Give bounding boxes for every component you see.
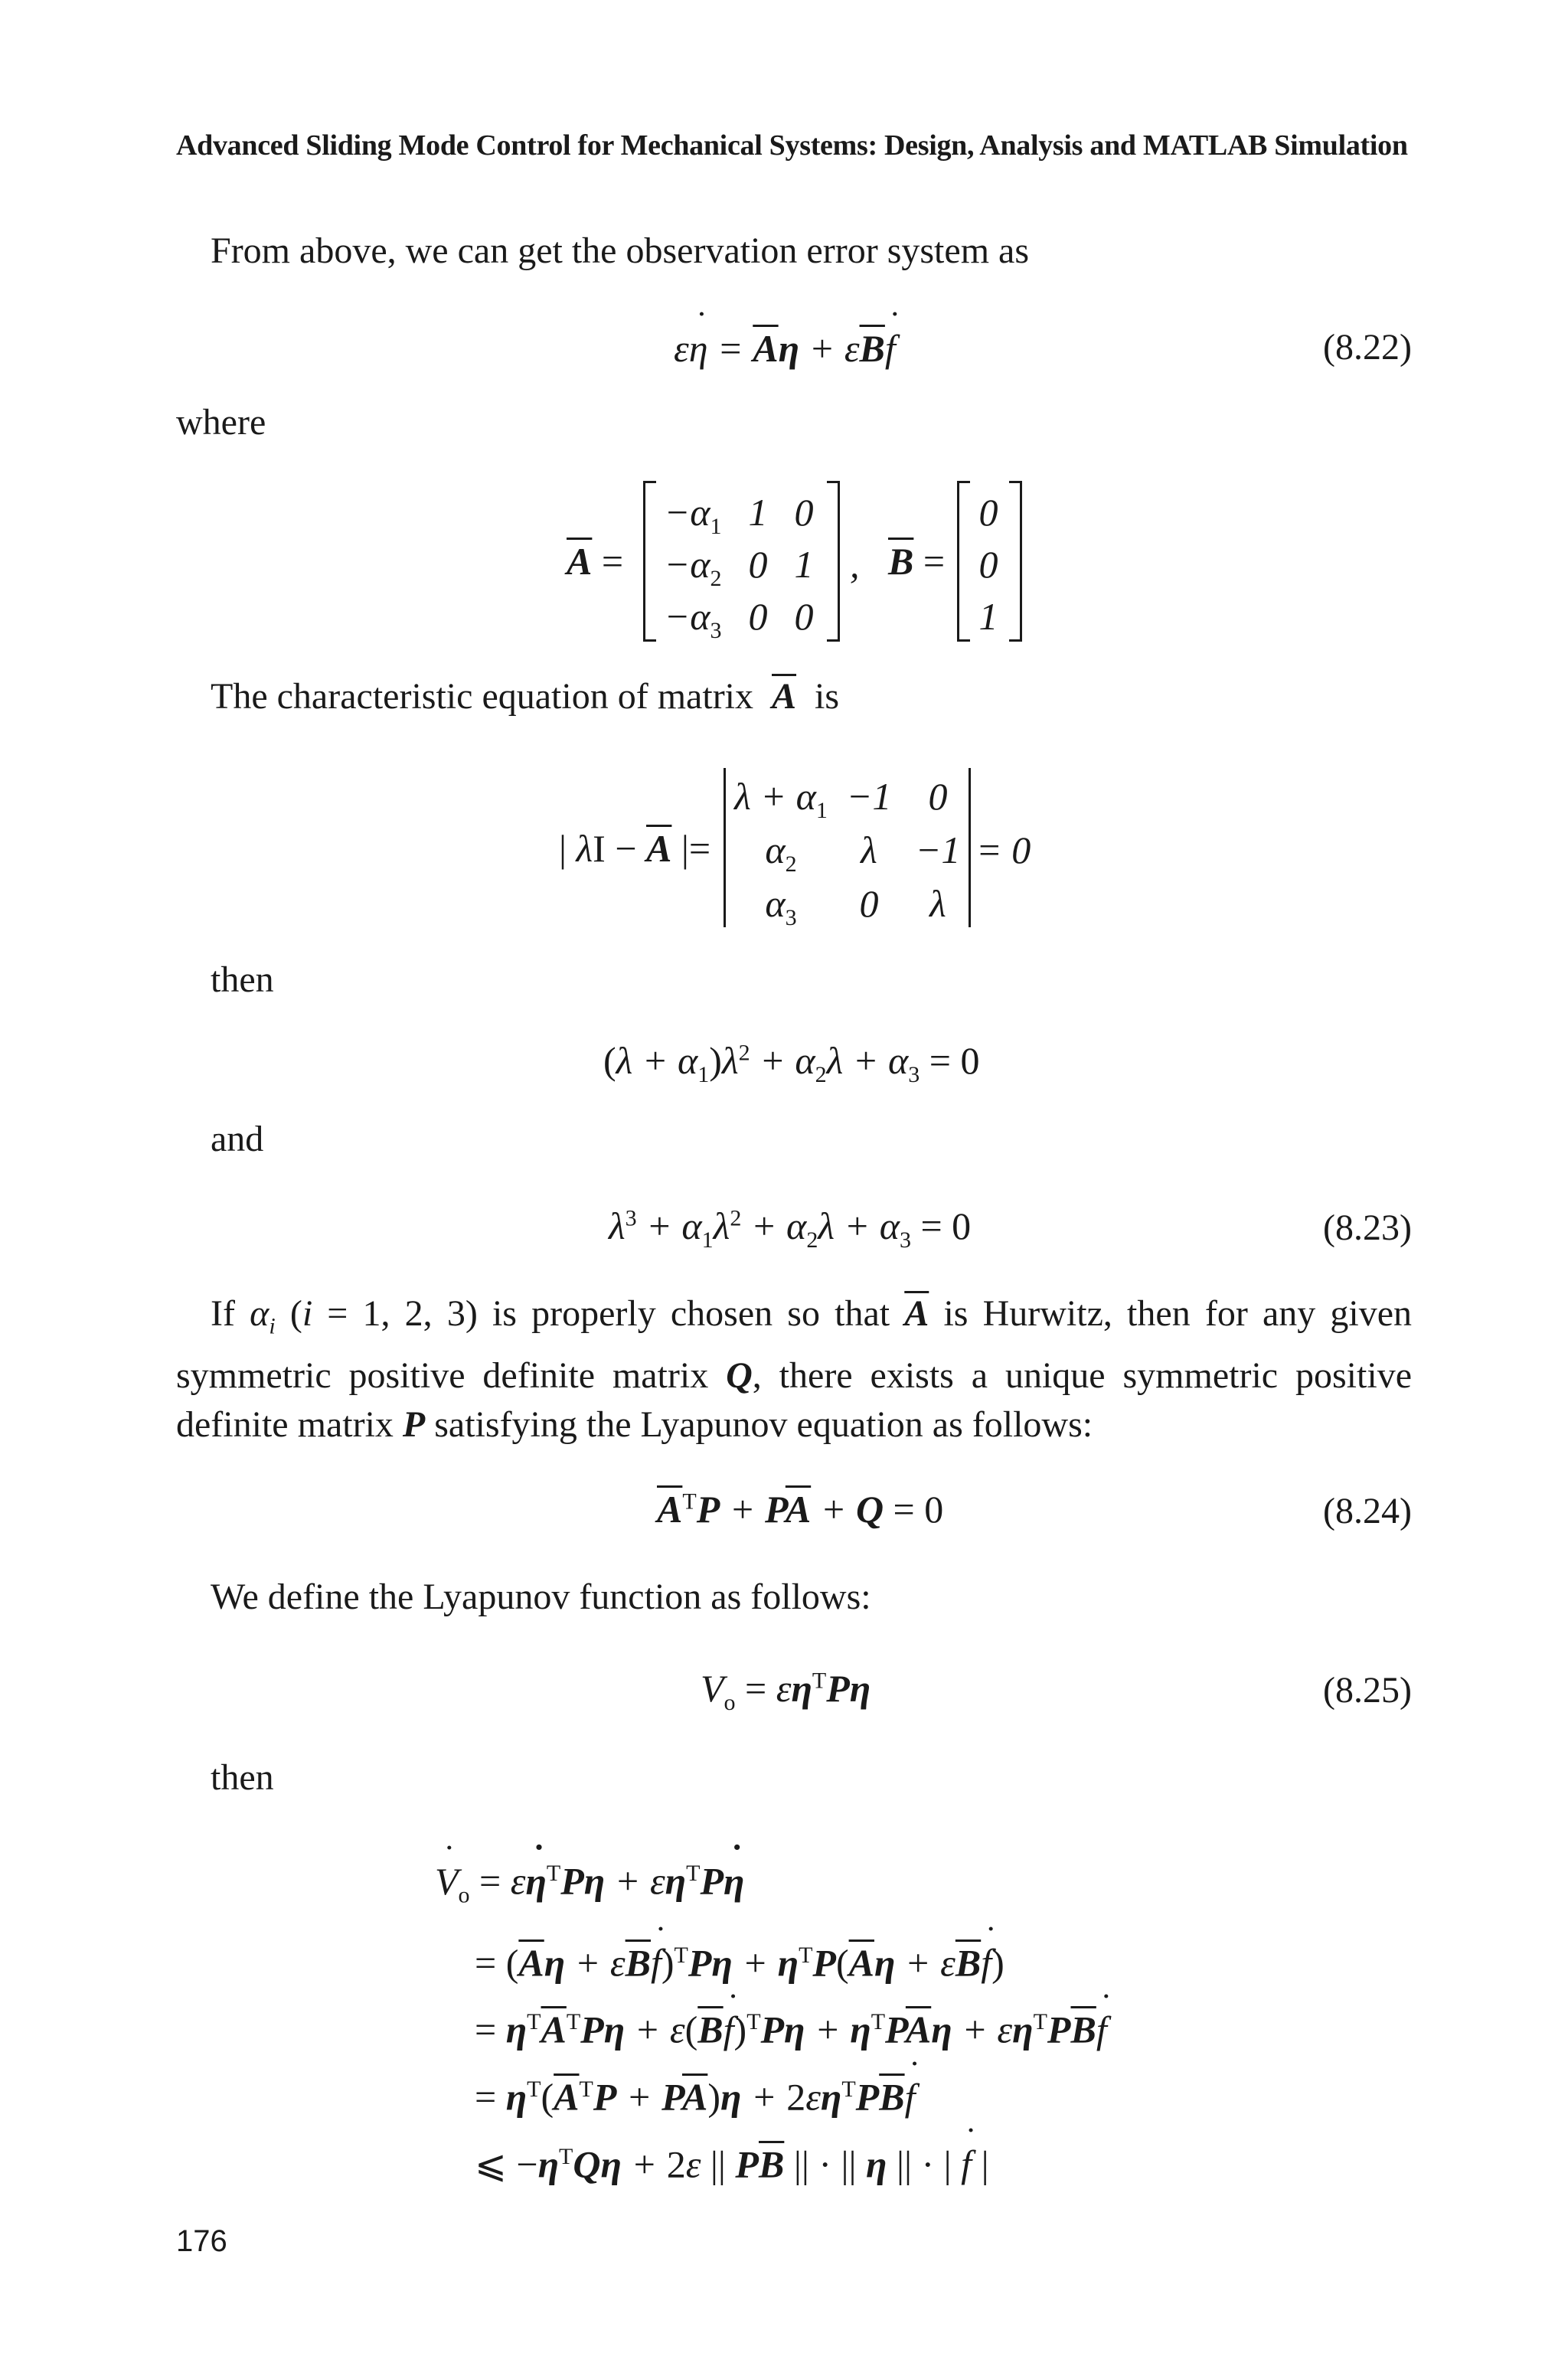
det-cell-31: $\alpha_3$ [765,882,797,930]
word-and: and [211,1119,264,1159]
derivation-line-4: = $\eta^T(\overline{A}^TP + P\overline{A})\eta + 2\varepsilon\eta^TP\overline{B}f$ ˙ [435,2060,1107,2127]
B-cell-1: 0 [978,491,998,534]
derivation-line-1: V $˙_o = \varepsilon\eta$ ˙$^T$Pη + $\varepsilon\eta^TP\eta$ ˙ [435,1844,1107,1926]
A-cell-23: 1 [794,543,814,586]
paragraph-hurwitz: If $\alpha_i$ (i = 1, 2, 3) is properly chosen so that $\overline{A}$ is Hurwitz, then for any given symmetric positive definite matrix Q, there exists a unique symmetric positive definite matrix P satisfying the Lyapunov equation as follows: [176,1293,1413,1445]
det-cell-22: λ [861,828,877,871]
word-then-2: then [211,1757,274,1798]
A-cell-11: $-\alpha_1$ [664,491,722,539]
paragraph-lyapunov-def: We define the Lyapunov function as follows: [211,1577,871,1617]
equation-char-expanded: $(\lambda + \alpha_1)\lambda^2 + \alpha_2\lambda + \alpha_3 = 0$ [603,1039,980,1087]
derivation-lyapunov-derivative [435,1844,1107,2194]
equation-8-24: $\overline{A}^TP + P\overline{A} + Q = 0$ [657,1488,944,1531]
paragraph-characteristic: The characteristic equation of matrix $\overline{A}$ is [211,676,840,717]
equation-number-8-24: (8.24) [1323,1491,1412,1531]
equation-8-23: $\lambda^3 + \alpha_1\lambda^2 + \alpha_2\lambda + \alpha_3 = 0$ [609,1204,972,1253]
equation-8-22: εη ˙ = $\overline{A}\eta + \varepsilon\overline{B}f$ ˙ [674,326,896,371]
derivation-line-5: ⩽ $-\eta^TQ\eta + 2\varepsilon$ || $P\overline{B}$ || · || η || · | f ˙ | [435,2127,1107,2194]
equation-number-8-25: (8.25) [1323,1670,1412,1711]
word-then-1: then [211,959,274,1000]
det-cell-32: 0 [859,882,879,925]
A-cell-31: $-\alpha_3$ [664,595,722,643]
paragraph-observation-error: From above, we can get the observation error system as [211,230,1030,271]
A-cell-22: 0 [748,543,768,586]
A-cell-13: 0 [794,491,814,534]
derivation-line-2: = ($\overline{A}\eta + \varepsilon\overline{B}f$ ˙)$^T$Pη + $\eta^TP(\overline{A}\eta + \varepsilon\overline{B}f$ ˙) [435,1926,1107,1993]
B-cell-3: 1 [978,595,998,638]
B-cell-2: 0 [978,543,998,586]
characteristic-determinant: | $\lambda I - \overline{A}$ |= $\lambda + \alpha_1$ −1 0 $\alpha_2$ λ −1 $\alpha_3$ 0 λ = 0 [559,762,1034,938]
A-cell-12: 1 [748,491,768,534]
A-cell-33: 0 [794,595,814,638]
det-cell-21: $\alpha_2$ [765,828,797,877]
word-where: where [176,402,266,443]
det-cell-11: $\lambda + \alpha_1$ [734,775,828,823]
equation-number-8-23: (8.23) [1323,1207,1412,1248]
equation-number-8-22: (8.22) [1323,327,1412,368]
derivation-line-3: = $\eta^T\overline{A}^TP\eta + \varepsilon(\overline{B}f$ ˙)$^T$Pη + $\eta^TP\overline{A}\eta + \varepsilon\eta^TP\overline{B}f$ ˙ [435,1992,1107,2060]
det-cell-23: −1 [915,828,961,871]
A-cell-32: 0 [748,595,768,638]
running-header: Advanced Sliding Mode Control for Mechanical Systems: Design, Analysis and MATLAB Simulation [176,129,1408,162]
equation-8-25: $V_o = \varepsilon\eta^TP\eta$ [701,1667,871,1715]
det-cell-13: 0 [928,775,948,818]
det-cell-33: λ [929,882,946,925]
A-cell-21: $-\alpha_2$ [664,543,722,591]
page-number: 176 [176,2224,227,2258]
matrix-definitions: $\overline{A}$ = $-\alpha_1$ 1 0 $-\alpha_2$ 0 1 $-\alpha_3$ 0 0 , $\overline{B}$ = 0 0 1 [567,475,1026,651]
det-cell-12: −1 [846,775,892,818]
